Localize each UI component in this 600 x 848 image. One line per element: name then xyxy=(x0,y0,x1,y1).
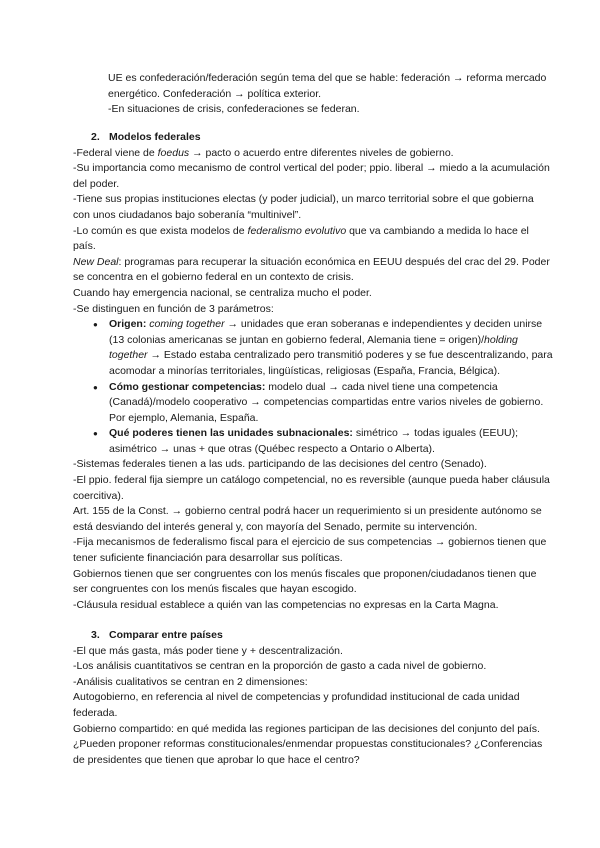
section-heading: 2. Modelos federales xyxy=(91,131,201,143)
paragraph: -Tiene sus propias instituciones electas (y poder judicial), un marco territorial sobre el que gobierna con unos ciudadanos bajo soberanía “multinivel”. xyxy=(73,193,534,221)
paragraph: -Federal viene de foedus → pacto o acuerdo entre diferentes niveles de gobierno. xyxy=(73,146,454,159)
list-item: ● Cómo gestionar competencias: modelo dual → cada nivel tiene una competencia (Canadá)/modelo cooperativo → competencias compartidas entre varios niveles de gobierno. Por ejemplo, Alemania, España. xyxy=(109,380,553,427)
paragraph: Gobierno compartido: en qué medida las regiones participan de las decisiones del conjunto del país. ¿Pueden proponer reformas constitucionales/enmendar propuestas constitucionales? ¿Conferencias de presidentes que tienen que aprobar lo que hace el centro? xyxy=(73,722,543,766)
paragraph: Art. 155 de la Const. → gobierno central podrá hacer un requerimiento si un presidente autónomo se está desviando del interés general y, con mayoría del Senado, permite su intervención. xyxy=(73,505,542,533)
paragraph: -El que más gasta, más poder tiene y + descentralización. xyxy=(73,644,343,657)
intro-block xyxy=(108,71,548,118)
paragraph: -Se distinguen en función de 3 parámetros: xyxy=(73,302,274,315)
parameter-list xyxy=(73,317,553,457)
paragraph: -Cláusula residual establece a quién van las competencias no expresas en la Carta Magna. xyxy=(73,598,499,611)
paragraph: -Lo común es que exista modelos de federalismo evolutivo que va cambiando a medida lo hace el país. xyxy=(73,224,529,253)
section-comparar-entre-paises xyxy=(73,628,553,768)
paragraph: Gobiernos tienen que ser congruentes con los menús fiscales que proponen/ciudadanos tienen que ser congruentes con los menús fiscales que hayan escogido. xyxy=(73,567,537,596)
intro-paragraph: UE es confederación/federación según tema del que se hable: federación → reforma mercado energético. Confederación → política exterior. xyxy=(108,72,547,100)
intro-paragraph: -En situaciones de crisis, confederaciones se federan. xyxy=(108,103,360,116)
paragraph: Autogobierno, en referencia al nivel de competencias y profundidad institucional de cada unidad federada. xyxy=(73,691,520,719)
paragraph: -Fija mecanismos de federalismo fiscal para el ejercicio de sus competencias → gobiernos tienen que tener suficiente financiación para desarrollar sus políticas. xyxy=(73,536,547,565)
paragraph: -El ppio. federal fija siempre un catálogo competencial, no es reversible (aunque pueda haber cláusula coercitiva). xyxy=(73,474,550,502)
paragraph: Cuando hay emergencia nacional, se centraliza mucho el poder. xyxy=(73,286,372,299)
paragraph: -Análisis cualitativos se centran en 2 dimensiones: xyxy=(73,675,308,688)
paragraph: New Deal: programas para recuperar la situación económica en EEUU después del crac del 29. Poder se concentra en el gobierno federal en un contexto de crisis. xyxy=(73,255,550,284)
section-modelos-federales xyxy=(73,130,553,613)
section-heading: 3. Comparar entre países xyxy=(91,629,223,641)
paragraph: -Su importancia como mecanismo de control vertical del poder; ppio. liberal → miedo a la acumulación del poder. xyxy=(73,162,550,190)
paragraph: -Los análisis cuantitativos se centran en la proporción de gasto a cada nivel de gobierno. xyxy=(73,660,487,673)
list-item: ● Origen: coming together → unidades que eran soberanas e independientes y deciden unirse (13 colonias americanas se juntan en gobierno federal, Alemania tiene = origen)/holding together → Estado estaba centralizado pero transmitió poderes y se fue descentralizando, para acomodar a minorías territoriales, lingüísticas, religiosas (España, Francia, Bélgica). xyxy=(109,317,553,379)
paragraph: -Sistemas federales tienen a las uds. participando de las decisiones del centro (Senado). xyxy=(73,458,487,471)
list-item: ● Qué poderes tienen las unidades subnacionales: simétrico → todas iguales (EEUU); asimétrico → unas + que otras (Québec respecto a Ontario o Alberta). xyxy=(109,426,553,457)
